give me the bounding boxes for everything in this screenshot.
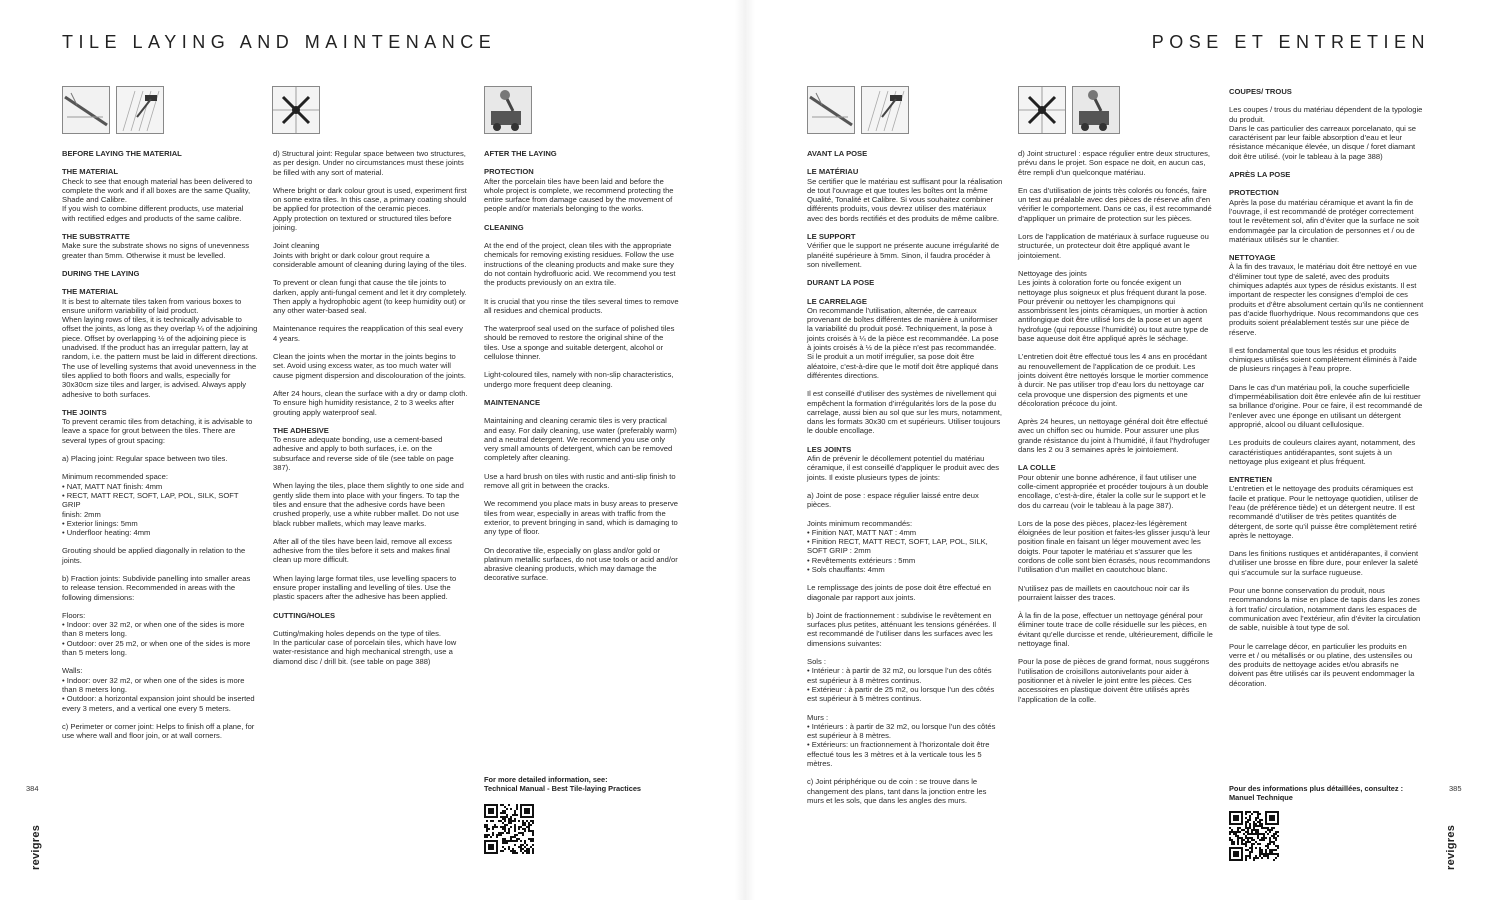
subheading: THE ADHESIVE [273,425,329,435]
paragraph: Check to see that enough material has been delivered to complete the work and if all boxes are the same Quality, Shade and Calibre. If you wish to combine different products, use material with rectified edges and products of the same calibre. [62,176,253,223]
paragraph: N’utilisez pas de maillets en caoutchouc noir car ils pourraient laisser des traces. [1018,583,1190,602]
subheading: THE MATERIAL [62,167,118,177]
section-heading: COUPES/ TROUS [1229,87,1292,96]
paragraph: À la fin des travaux, le matériau doit être nettoyé en vue d’éliminer tout type de saleté, avec des produits chimiques adaptés aux types de résidus existants. Il est important de respecter les consignes d’emploi de ces produits et d’être absolument certain qu’ils ne contiennent pas d’acide fluorhydrique. Nous recommandons que ces produits soient préalablement testés sur une pièce de réserve. [1229,262,1424,337]
paragraph: When laying large format tiles, use levelling spacers to ensure proper installing and levelling of tiles. Use the plastic spacers after the adhesive has been applied. [273,573,457,602]
text-column-2 [1018,149,1214,713]
tile-spacer-icon [1018,86,1066,134]
paragraph: It is best to alternate tiles taken from various boxes to ensure uniform variability of laid product. When laying rows of tiles, it is technically advisable to offset the joints, as long as they overlap ¼ of the adjoining piece. Offset by overlapping ½ of the adjoining piece is unadvised. If the product has an irregular pattern, lay at random, i.e. the pattern must be laid in different directions. The use of levelling systems that avoid unevenness in the tiles applied to both floors and walls, especially for 30x30cm size tiles and larger, is advised. Always apply adhesive to both surfaces. [62,296,258,399]
paragraph: Joints minimum recommandés: • Finition NAT, MATT NAT : 4mm • Finition RECT, MATT RECT, SOFT, LAP, POL, SILK, SOFT GRIP : 2mm • Revêtements extérieurs : 5mm • Sols chauffants: 4mm [807,518,988,574]
subheading: NETTOYAGE [1229,253,1276,263]
paragraph: Make sure the substrate shows no signs of unevenness greater than 5mm. Otherwise it must be levelled. [62,241,249,260]
icon-group-substrate [807,86,909,134]
section-heading: BEFORE LAYING THE MATERIAL [62,149,182,158]
paragraph: After the porcelain tiles have been laid and before the whole project is complete, we recommend protecting the entire surface from damage caused by the movement of people and/or materials belonging to the works. [484,176,674,214]
paragraph: Cutting/making holes depends on the type of tiles. In the particular case of porcelain tiles, which have low water-resistance and high mechanical strength, use a diamond disc / drill bit. (see table on page 388) [273,628,457,666]
page-title: POSE ET ENTRETIEN [1151,32,1430,52]
paragraph: Vérifier que le support ne présente aucune irrégularité de planéité supérieure à 5mm. Sinon, il faudra procéder à son nivellement. [807,241,1000,269]
floor-cleaner-icon [1072,86,1120,134]
page-number: 385 [1449,784,1462,793]
paragraph: L’entretien doit être effectué tous les 4 ans en procédant au renouvellement de l’application de ce produit. Les joints doivent être nettoyés lorsque le mortier commence à durcir. Ne pas utiliser trop d’eau lors du nettoyage car cela provoque une dispersion des pigments et une décoloration précoce du joint. [1018,352,1209,408]
section-heading: APRÈS LA POSE [1229,170,1291,180]
paragraph: It is crucial that you rinse the tiles several times to remove all residues and chemical products. [484,296,679,315]
paragraph: b) Fraction joints: Subdivide panelling into smaller areas to release tension. Recommended in areas with the following dimensions: [62,573,251,602]
paragraph: To prevent or clean fungi that cause the tile joints to darken, apply anti-fungal cement and let it dry completely. Then apply a hydrophobic agent (to keep humidity out) or any other water-based seal. [273,278,467,316]
paragraph: d) Structural joint: Regular space between two structures, as per design. Under no circumstances must these joints be filled with any sort of material. [273,149,466,177]
paragraph: Afin de prévenir le décollement potentiel du matériau céramique, il est conseillé d’appliquer le produit avec des joints. Il existe plusieurs types de joints: [807,454,1000,482]
paragraph: Light-coloured tiles, namely with non-slip characteristics, undergo more frequent deep cleaning. [484,370,674,389]
paragraph: b) Joint de fractionnement : subdivise le revêtement en surfaces plus petites, atténuant les tensions générées. Il est recommandé de l’utiliser dans les surfaces avec les dimensions suivantes: [807,610,997,648]
page-title: TILE LAYING AND MAINTENANCE [62,32,497,52]
paragraph: Pour le carrelage décor, en particulier les produits en verre et / ou métallisés or ou platine, des ustensiles ou des produits de nettoyage acides et/ou abrasifs ne doivent pas être utilisés car ils peuvent endommager la décoration. [1229,641,1415,688]
text-column-3 [484,149,680,592]
level-check-icon [62,86,110,134]
paragraph: Use a hard brush on tiles with rustic and anti-slip finish to remove all grit in between the cracks. [484,471,676,491]
icon-group-joints [272,86,320,134]
paragraph: Le remplissage des joints de pose doit être effectué en diagonale par rapport aux joints. [807,583,991,602]
paragraph: Pour la pose de pièces de grand format, nous suggérons l’utilisation de croisillons autonivelants pour aider à positionner et à niveler le joint entre les pièces. Ces accessoires en plastique doivent être utilisés après l’application de la colle. [1018,657,1210,704]
brand-logo: revigres [30,824,42,870]
more-info-note [1229,784,1403,803]
subheading: ENTRETIEN [1229,475,1273,485]
paragraph: Les coupes / trous du matériau dépendent de la typologie du produit. Dans le cas particulier des carreaux porcelanato, qui se caractérisent par leur faible absorption d’eau et leur résistance mécanique élevée, un disque / foret diamant doit être utilisé. (voir le tableau à la page 388) [1229,105,1423,161]
tile-spacer-icon [272,86,320,134]
paragraph: Dans les finitions rustiques et antidérapantes, il convient d’utiliser une brosse en fibre dure, pour enlever la saleté qui s’accumule sur la surface rugueuse. [1229,549,1419,577]
subheading: THE JOINTS [62,407,107,417]
paragraph: To ensure adequate bonding, use a cement-based adhesive and apply to both surfaces, i.e. on the subsurface and reverse side of tile (see table on page 387). [273,435,454,473]
paragraph: The waterproof seal used on the surface of polished tiles should be removed to restore the original shine of the tiles. Use a sponge and suitable detergent, alcohol or cellulose thinner. [484,324,675,362]
paragraph: Minimum recommended space: • NAT, MATT NAT finish: 4mm • RECT, MATT RECT, SOFT, LAP, POL, SILK, SOFT GRIP finish: 2mm • Exterior linings: 5mm • Underfloor heating: 4mm [62,472,239,538]
paragraph: Dans le cas d’un matériau poli, la couche superficielle d’imperméabilisation doit être enlevée afin de lui restituer sa brillance d’origine. Pour ce faire, il est recommandé de l’enlever avec une éponge en utilisant un détergent approprié, alcool ou diluant cellulosique. [1229,382,1423,429]
text-column-3 [1229,87,1425,697]
text-column-1 [807,149,1003,814]
section-heading: AVANT LA POSE [807,149,868,158]
paragraph: Les produits de couleurs claires ayant, notamment, des caractéristiques antidérapantes, sont sujets à un nettoyage plus exigeant et plus fréquent. [1229,438,1416,466]
subheading: THE SUBSTRATTE [62,232,130,242]
trowel-icon [116,86,164,134]
paragraph: We recommend you place mats in busy areas to preserve tiles from wear, especially in areas with traffic from the exterior, to prevent bringing in sand, which is damaging to any type of floor. [484,499,679,537]
paragraph: Maintenance requires the reapplication of this seal every 4 years. [273,324,463,343]
paragraph: When laying the tiles, place them slightly to one side and gently slide them into place with your fingers. To tap the tiles and ensure that the adhesive cords have been crushed properly, use a white rubber mallet. Do not use black rubber mallets, which may leave marks. [273,481,464,528]
page-number: 384 [26,784,39,793]
subheading: LA COLLE [1018,463,1056,473]
trowel-icon [861,86,909,134]
subheading: PROTECTION [484,167,534,177]
more-info-link[interactable]: Manuel Technique [1229,793,1293,803]
paragraph: Il est fondamental que tous les résidus et produits chimiques utilisés soient complètement éliminés à l’aide de plusieurs rinçages à l’eau propre. [1229,345,1417,374]
paragraph: Walls: • Indoor: over 32 m2, or when one of the sides is more than 8 meters long. • Outdoor: a horizontal expansion joint should be inserted every 3 meters, and a vertical one every 5 meters. [62,666,255,713]
paragraph: On recommande l’utilisation, alternée, de carreaux provenant de boîtes différentes de manière à uniformiser la variabilité du produit posé. Techniquement, la pose à joints croisés à ¼ de la pièce est recommandée. La pose à joints croisés à ½ de la pièce n’est pas recommandée. Si le produit a un motif irrégulier, sa pose doit être aléatoire, c’est-à-dire que le motif doit être appliqué dans différentes directions. [807,305,999,380]
paragraph: Après 24 heures, un nettoyage général doit être effectué avec un chiffon sec ou humide. Pour assurer une plus grande résistance du joint à l’humidité, il faut l’hydrofuger dans les 2 ou 3 semaines après le jointoiement. [1018,417,1210,455]
more-info-line: Pour des informations plus détaillées, consultez : [1229,784,1404,793]
paragraph: Maintaining and cleaning ceramic tiles is very practical and easy. For daily cleaning, use water (preferably warm) and a neutral detergent. We recommend you use only very small amounts of detergent, which can be removed completely after cleaning. [484,416,677,463]
paragraph: Floors: • Indoor: over 32 m2, or when one of the sides is more than 8 meters long. • Outdoor: over 25 m2, or when one of the sides is more than 5 meters long. [62,610,251,658]
paragraph: a) Joint de pose : espace régulier laissé entre deux pièces. [807,490,979,510]
text-column-1 [62,149,258,749]
section-heading: MAINTENANCE [484,397,541,407]
paragraph: Se certifier que le matériau est suffisant pour la réalisation de tout l’ouvrage et que toutes les boîtes ont la même Qualité, Tonalité et Calibre. Si vous souhaitez combiner différents produits, vous devrez utiliser des matériaux avec des bords rectifiés et des produits de même calibre. [807,176,1003,223]
paragraph: Where bright or dark colour grout is used, experiment first on some extra tiles. In this case, a primary coating should be applied for protection of the ceramic pieces. Apply protection on textured or structured tiles before joining. [273,185,467,233]
more-info-line: For more detailed information, see: [484,775,608,784]
paragraph: L’entretien et le nettoyage des produits céramiques est facile et pratique. Pour le nettoyage quotidien, utiliser de l’eau (de préférence tiède) et un détergent neutre. Il est recommandé d’utiliser de très petites quantités de détergent, de sorte qu’il puisse être complètement retiré après le nettoyage. [1229,484,1419,540]
paragraph: Lors de la pose des pièces, placez-les légèrement éloignées de leur position et faites-les glisser jusqu’à leur position finale en faisant un léger mouvement avec les doigts. Pour tapoter le matériau et s’assurer que les cordons de colle sont bien écrasés, nous recommandons l’utilisation d’un maillet en caoutchouc blanc. [1018,518,1211,575]
paragraph: Joint cleaning Joints with bright or dark colour grout require a considerable amount of cleaning during laying of the tiles. [273,241,467,269]
paragraph: Il est conseillé d’utiliser des systèmes de nivellement qui empêchent la formation d’irrégularités lors de la pose du carrelage, aussi bien au sol que sur les murs, notamment, dans les formats 30x30 cm et supérieurs. Utiliser toujours le double encollage. [807,389,1003,436]
paragraph: En cas d’utilisation de joints très colorés ou foncés, faire un test au préalable avec des pièces de réserve afin d’en vérifier le comportement. Dans ce cas, il est recommandé d’appliquer un primaire de protection sur les pièces. [1018,185,1212,223]
paragraph: At the end of the project, clean tiles with the appropriate chemicals for removing existing residues. Follow the use instructions of the cleaning products and make sure they do not contain hydrofluoric acid. We recommend you test the products previously on an extra tile. [484,241,676,288]
paragraph: d) Joint structurel : espace régulier entre deux structures, prévu dans le projet. Son espace ne doit, en aucun cas, être rempli d’un quelconque matériau. [1018,149,1211,177]
section-heading: CLEANING [484,222,524,232]
icon-group-joints-cleaning [1018,86,1120,134]
section-heading: DURING THE LAYING [62,268,140,278]
section-heading: CUTTING/HOLES [273,610,336,620]
right-page [745,0,1490,900]
subheading: THE MATERIAL [62,287,118,297]
brand-logo: revigres [1445,824,1457,870]
floor-cleaner-icon [484,86,532,134]
subheading: LE MATÉRIAU [807,167,859,177]
paragraph: After all of the tiles have been laid, remove all excess adhesive from the tiles before it sets and makes final clean up more difficult. [273,536,452,565]
qr-code-icon[interactable] [484,804,534,854]
section-heading: AFTER THE LAYING [484,149,557,158]
section-heading: DURANT LA POSE [807,278,875,288]
paragraph: Pour une bonne conservation du produit, nous recommandons la mise en place de tapis dans les zones à fort trafic/ circulation, notamment dans les espaces de communication avec l’extérieur, afin d’éviter la circulation de sable, nuisible à tout type de sol. [1229,586,1421,633]
subheading: PROTECTION [1229,188,1279,198]
icon-group-substrate [62,86,164,134]
paragraph: Murs : • Intérieurs : à partir de 32 m2, ou lorsque l’un des côtés est supérieur à 8 mètres. • Extérieurs: un fractionnement à l’horizontale doit être effectué tous les 3 mètres et à la verticale tous les 5 mètres. [807,712,996,769]
paragraph: After 24 hours, clean the surface with a dry or damp cloth. To ensure high humidity resistance, 2 to 3 weeks after grouting apply waterproof seal. [273,388,468,417]
paragraph: Clean the joints when the mortar in the joints begins to set. Avoid using excess water, as too much water will cause pigment dispersion and discolouration of the joints. [273,352,466,380]
paragraph: c) Perimeter or corner joint: Helps to finish off a plane, for use where wall and floor join, or at wall corners. [62,721,255,741]
paragraph: a) Placing joint: Regular space between two tiles. [62,454,228,464]
qr-code-icon[interactable] [1229,811,1279,861]
subheading: LES JOINTS [807,444,852,454]
paragraph: c) Joint périphérique ou de coin : se trouve dans le changement des plans, tant dans la jonction entre les murs et les sols, que dans les angles des murs. [807,777,987,805]
paragraph: On decorative tile, especially on glass and/or gold or platinum metallic surfaces, do not use tools or acid and/or abrasive cleaning products, which may damage the decorative surface. [484,545,678,583]
subheading: LE SUPPORT [807,232,856,242]
more-info-note [484,775,641,794]
icon-group-cleaning [484,86,532,134]
subheading: LE CARRELAGE [807,296,867,306]
paragraph: Grouting should be applied diagonally in relation to the joints. [62,546,246,565]
paragraph: To prevent ceramic tiles from detaching, it is advisable to leave a space for grout between the tiles. There are several types of grout spacing: [62,417,253,445]
paragraph: À la fin de la pose, effectuer un nettoyage général pour éliminer toute trace de colle résiduelle sur les pièces, en évitant qu’elle durcisse et rende, ultérieurement, difficile le nettoyage final. [1018,611,1213,649]
more-info-link[interactable]: Technical Manual - Best Tile-laying Practices [484,784,642,794]
paragraph: Pour obtenir une bonne adhérence, il faut utiliser une colle-ciment appropriée et procéder toujours à un double encollage, c’est-à-dire, étaler la colle sur le support et le dos du carreau (voir le tableau à la page 387). [1018,472,1209,510]
paragraph: Lors de l’application de matériaux à surface rugueuse ou structurée, un protecteur doit être appliqué avant le jointoiement. [1018,232,1209,260]
paragraph: Sols : • Intérieur : à partir de 32 m2, ou lorsque l’un des côtés est supérieur à 8 mètres continus. • Extérieur : à partir de 25 m2, ou lorsque l’un des côtés est supérieur à 5 mètres continus. [807,657,995,704]
level-check-icon [807,86,855,134]
paragraph: Après la pose du matériau céramique et avant la fin de l’ouvrage, il est recommandé de protéger correctement tout le revêtement sol, afin d’éviter que la surface ne soit endommagée par la circulation de personnes et / ou de matériaux utilisés sur le chantier. [1229,197,1419,244]
text-column-2 [273,149,469,675]
paragraph: Nettoyage des joints Les joints à coloration forte ou foncée exigent un nettoyage plus soigneux et plus fréquent durant la pose. Pour prévenir ou nettoyer les champignons qui assombrissent les joints céramiques, un mortier à action antifongique doit être utilisé lors de la pose et un agent hydrofuge (qui repousse l’humidité) ou tout autre type de base aqueuse doit être appliqué après le séchage. [1018,268,1209,344]
